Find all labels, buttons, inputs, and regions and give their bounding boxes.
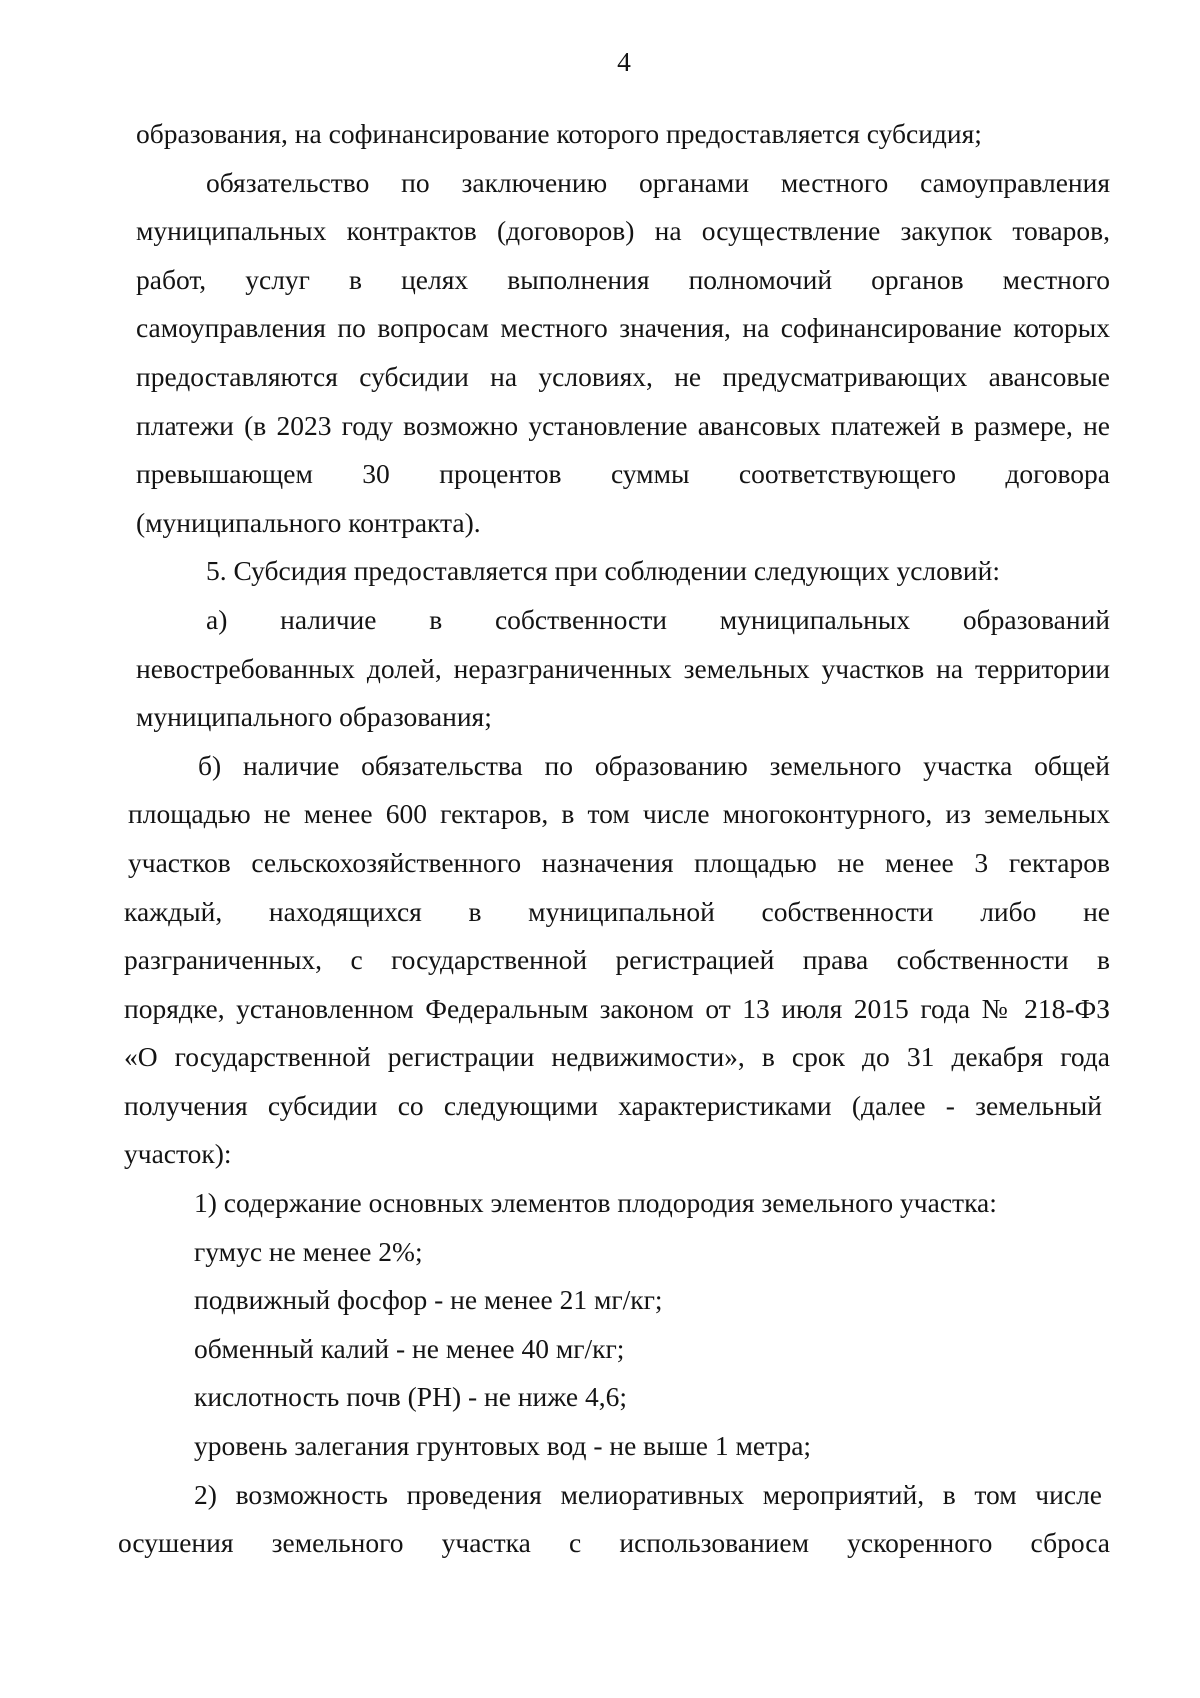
text-line: 1) содержание основных элементов плодородия земельного участка:: [194, 1187, 997, 1219]
text-line: участков сельскохозяйственного назначения площадью не менее 3 гектаров: [128, 846, 1110, 878]
text-line: разграниченных, с государственной регистрацией права собственности в: [124, 944, 1110, 976]
text-line: участок):: [124, 1138, 232, 1170]
text-line: работ, услуг в целях выполнения полномочий органов местного: [136, 263, 1110, 295]
text-line: муниципального образования;: [136, 701, 492, 733]
text-line: обменный калий - не менее 40 мг/кг;: [194, 1332, 625, 1364]
text-line: каждый, находящихся в муниципальной собственности либо не: [124, 895, 1110, 927]
text-line: образования, на софинансирование которого предоставляется субсидия;: [136, 118, 982, 149]
text-line: осушения земельного участка с использованием ускоренного сброса: [118, 1527, 1110, 1559]
text-line: б) наличие обязательства по образованию земельного участка общей: [198, 749, 1110, 781]
text-line: уровень залегания грунтовых вод - не выше 1 метра;: [194, 1430, 812, 1462]
text-line: самоуправления по вопросам местного значения, на софинансирование которых: [136, 312, 1110, 344]
text-line: 5. Субсидия предоставляется при соблюдении следующих условий:: [206, 555, 1000, 587]
document-body: [118, 110, 1110, 1568]
text-line: а) наличие в собственности муниципальных образований: [206, 603, 1110, 635]
text-line: площадью не менее 600 гектаров, в том числе многоконтурного, из земельных: [128, 798, 1110, 830]
text-line: «О государственной регистрации недвижимости», в срок до 31 декабря года: [124, 1041, 1110, 1073]
text-line: муниципальных контрактов (договоров) на осуществление закупок товаров,: [136, 215, 1110, 247]
text-line: превышающем 30 процентов суммы соответствующего договора: [136, 458, 1110, 490]
page-number: 4: [617, 46, 631, 77]
text-line: невостребованных долей, неразграниченных земельных участков на территории: [136, 652, 1110, 684]
text-line: обязательство по заключению органами местного самоуправления: [206, 166, 1110, 198]
text-line: подвижный фосфор - не менее 21 мг/кг;: [194, 1284, 663, 1316]
text-line: предоставляются субсидии на условиях, не предусматривающих авансовые: [136, 360, 1110, 392]
text-line: (муниципального контракта).: [136, 506, 481, 538]
text-line: 2) возможность проведения мелиоративных мероприятий, в том числе: [194, 1478, 1102, 1510]
text-line: порядке, установленном Федеральным законом от 13 июля 2015 года № 218-ФЗ: [124, 992, 1110, 1024]
text-line: платежи (в 2023 году возможно установление авансовых платежей в размере, не: [136, 409, 1110, 441]
text-line: получения субсидии со следующими характеристиками (далее - земельный: [124, 1089, 1102, 1121]
text-line: гумус не менее 2%;: [194, 1235, 423, 1267]
text-line: кислотность почв (PH) - не ниже 4,6;: [194, 1381, 627, 1413]
